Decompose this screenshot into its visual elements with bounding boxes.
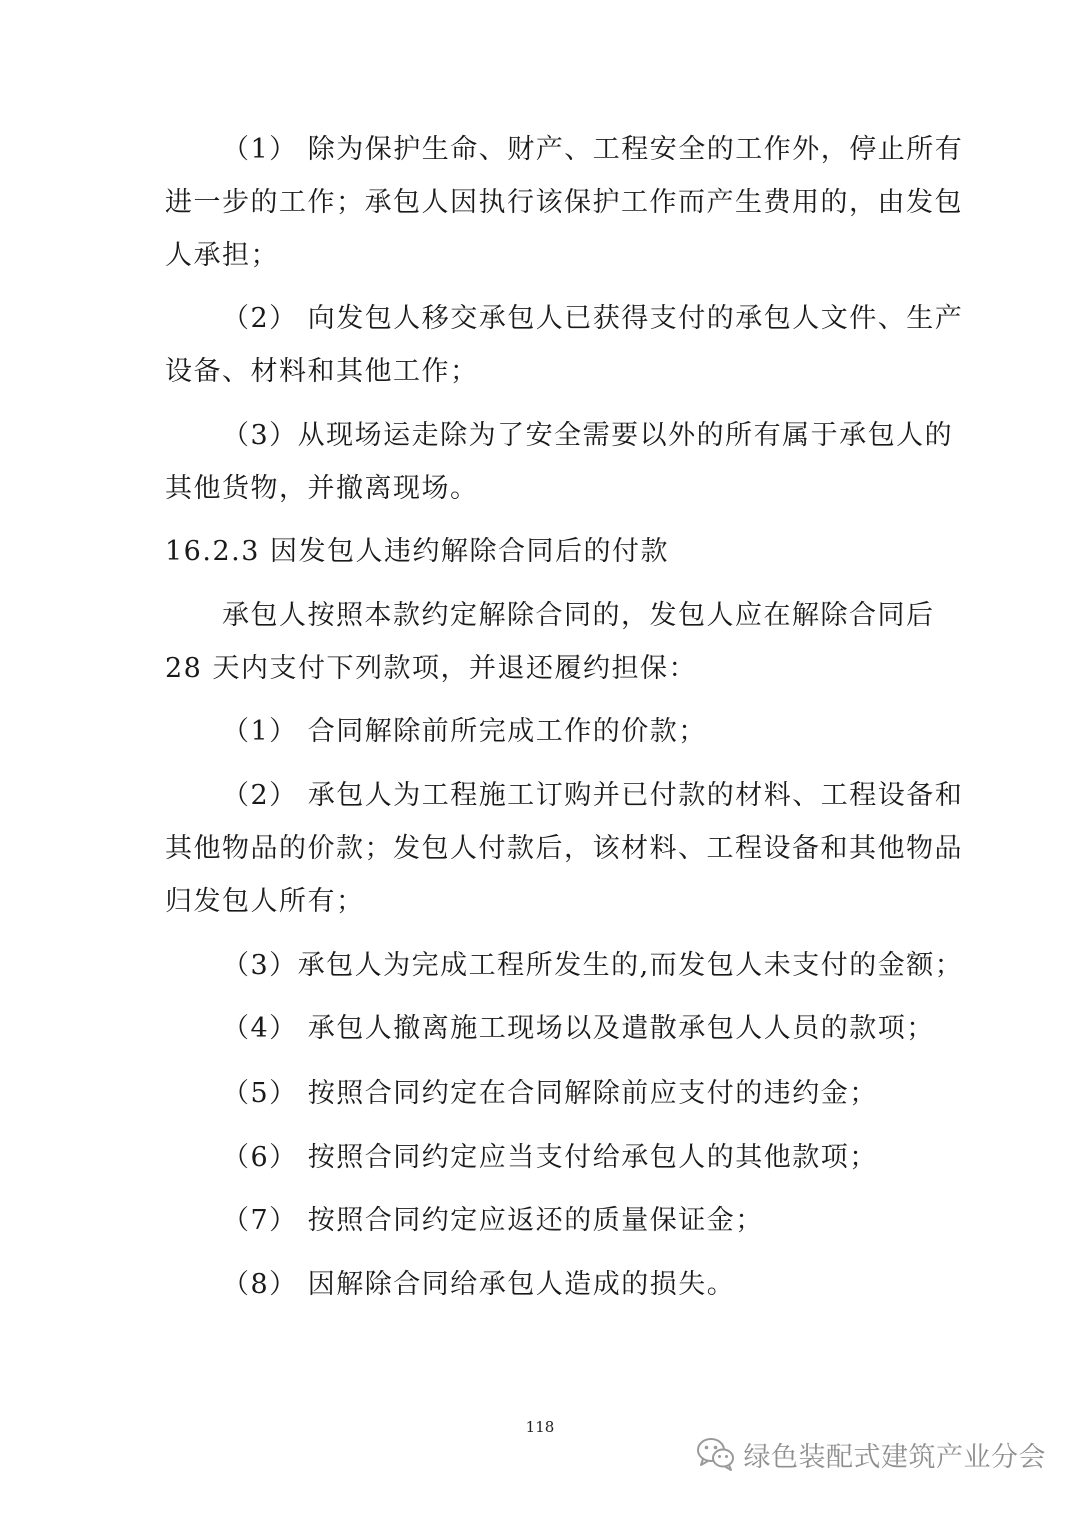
text-line: （1） 除为保护生命、财产、工程安全的工作外，停止所有 xyxy=(222,134,964,165)
text-line: （4） 承包人撤离施工现场以及遣散承包人人员的款项； xyxy=(222,1013,935,1044)
text-line: （2） 向发包人移交承包人已获得支付的承包人文件、生产 xyxy=(222,303,964,334)
text-line: 进一步的工作；承包人因执行该保护工作而产生费用的，由发包 xyxy=(165,187,963,218)
text-line: （5） 按照合同约定在合同解除前应支付的违约金； xyxy=(222,1078,878,1109)
text-line: （3）承包人为完成工程所发生的,而发包人未支付的金额； xyxy=(222,950,964,981)
text-line: （6） 按照合同约定应当支付给承包人的其他款项； xyxy=(222,1142,878,1173)
text-line: （2） 承包人为工程施工订购并已付款的材料、工程设备和 xyxy=(222,780,964,811)
watermark-text: 绿色装配式建筑产业分会 xyxy=(743,1441,1046,1473)
page-number: 118 xyxy=(525,1418,555,1436)
text-line: （7） 按照合同约定应返还的质量保证金； xyxy=(222,1205,764,1236)
text-line: 人承担； xyxy=(165,240,279,271)
text-line: （3）从现场运走除为了安全需要以外的所有属于承包人的 xyxy=(222,420,954,451)
text-line: 归发包人所有； xyxy=(165,886,365,917)
text-line: 28 天内支付下列款项，并退还履约担保： xyxy=(165,653,697,684)
text-line: 设备、材料和其他工作； xyxy=(165,356,479,387)
watermark xyxy=(696,1432,1047,1476)
text-line: 其他物品的价款；发包人付款后，该材料、工程设备和其他物品 xyxy=(165,833,963,864)
text-line: 承包人按照本款约定解除合同的，发包人应在解除合同后 xyxy=(222,600,935,631)
text-line: 其他货物，并撤离现场。 xyxy=(165,473,479,504)
text-line: （1） 合同解除前所完成工作的价款； xyxy=(222,716,707,747)
section-heading: 16.2.3 因发包人违约解除合同后的付款 xyxy=(165,536,669,567)
wechat-icon xyxy=(696,1436,736,1472)
text-line: （8） 因解除合同给承包人造成的损失。 xyxy=(222,1269,736,1300)
